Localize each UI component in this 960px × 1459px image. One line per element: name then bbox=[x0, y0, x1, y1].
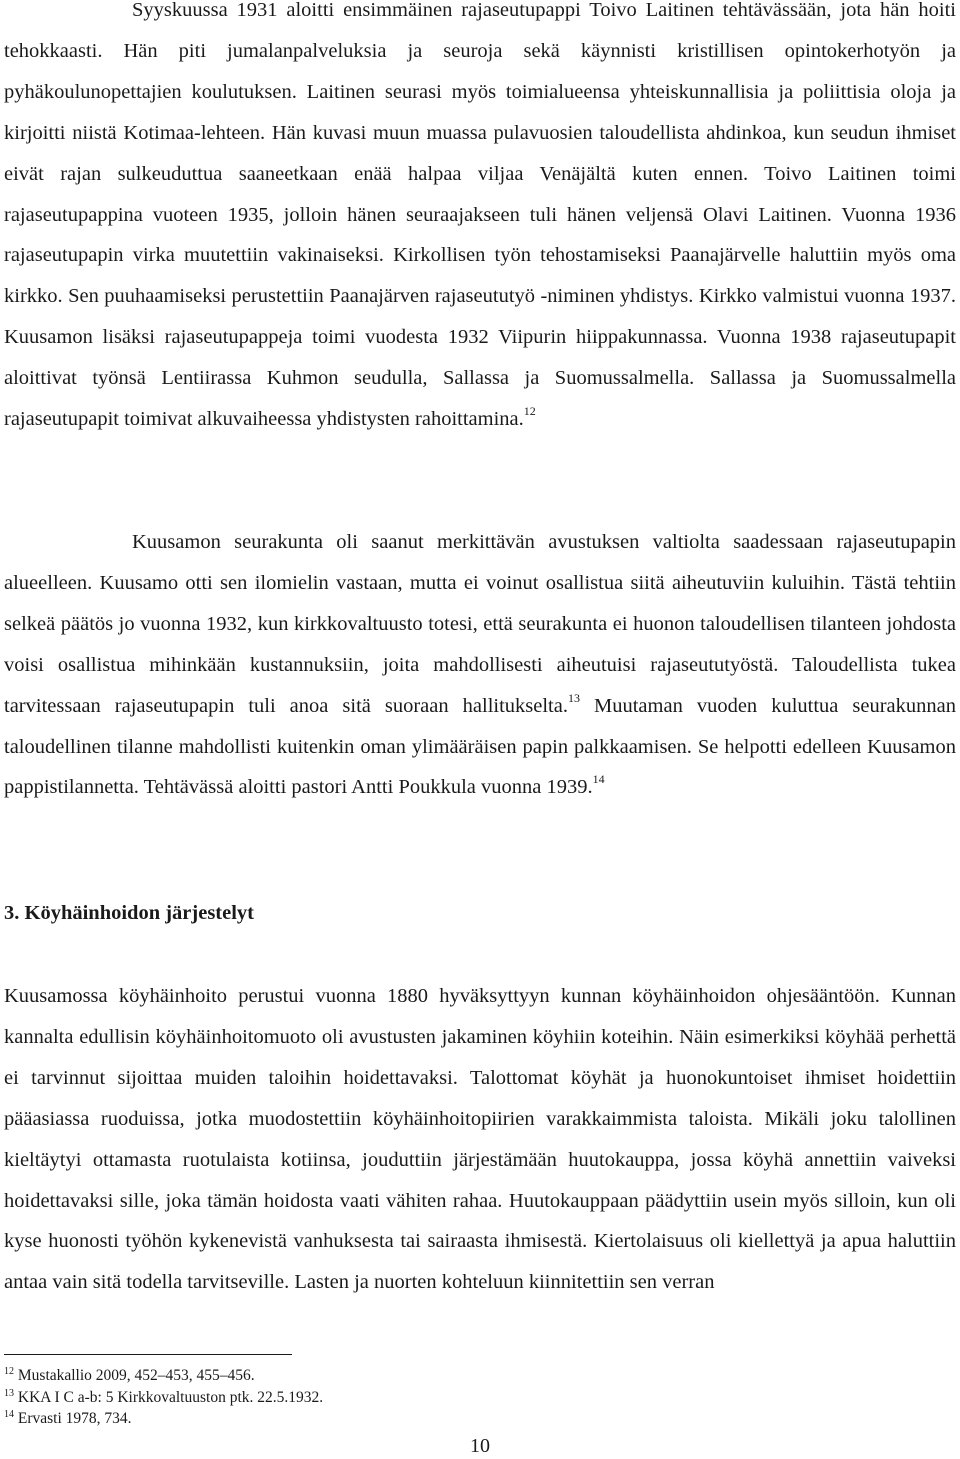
footnote-ref-14: 14 bbox=[592, 772, 605, 787]
footnote-item bbox=[4, 1365, 904, 1387]
footnote-number: 14 bbox=[4, 1409, 14, 1420]
footnote-separator bbox=[4, 1354, 292, 1355]
footnote-text: Ervasti 1978, 734. bbox=[17, 1410, 132, 1427]
footnote-ref-12: 12 bbox=[523, 404, 536, 419]
footnote-ref-13: 13 bbox=[567, 690, 580, 705]
paragraph-border-priests bbox=[4, 0, 956, 440]
page-number: 10 bbox=[470, 1435, 490, 1457]
paragraph-text: Kuusamossa köyhäinhoito perustui vuonna 1880 hyväksyttyyn kunnan köyhäinhoidon ohjesääntöön. Kunnan kannalta edullisin köyhäinhoitomuoto oli avustusten jakaminen köyhiin koteihin. Näin esimerkiksi köyhää perhettä ei tarvinnut sijoittaa muiden taloihin hoidettavaksi. Talottomat köyhät ja huonokuntoiset ihmiset hoidettiin pääasiassa ruoduissa, jotka muodostettiin köyhäinhoitopiirien varakkaimmista taloista. Mikäli joku talollinen kieltäytyi ottamasta ruotulaista kotiinsa, jouduttiin järjestämään huutokauppa, jossa köyhä annettiin vaiveksi hoidettavaksi sille, joka tämän hoidosta vaati vähiten rahaa. Huutokauppaan päädyttiin usein myös silloin, kun oli kyse huonosti työhön kykenevistä vanhuksesta tai sairaasta ihmisestä. Kiertolaisuus oli kiellettyä ja apua haluttiin antaa vain sitä todella tarvitseville. Lasten ja nuorten kohteluun kiinnitettiin sen verran bbox=[4, 985, 956, 1294]
section-heading: 3. Köyhäinhoidon järjestelyt bbox=[4, 902, 254, 924]
footnote-item bbox=[4, 1387, 904, 1409]
paragraph-text: Muutaman vuoden kuluttua seurakunnan taloudellinen tilanne mahdollisti kuitenkin oman ylimääräisen papin palkkaamisen. Se helpotti edelleen Kuusamon pappistilannetta. Tehtävässä aloitti pastori Antti Poukkula vuonna 1939. bbox=[4, 694, 956, 799]
paragraph-poor-relief bbox=[4, 976, 956, 1303]
paragraph-text: Syyskuussa 1931 aloitti ensimmäinen rajaseutupappi Toivo Laitinen tehtävässään, jota hän hoiti tehokkaasti. Hän piti jumalanpalveluksia ja seuroja sekä käynnisti kristillisen opintokerhotyön ja pyhäkoulunopettajien koulutuksen. Laitinen seurasi myös toimialueensa yhteiskunnallisia ja poliittisia oloja ja kirjoitti niistä Kotimaa-lehteen. Hän kuvasi muun muassa pulavuosien taloudellista ahdinkoa, kun seudun ihmiset eivät rajan sulkeuduttua saaneetkaan enää halpaa viljaa Venäjältä kuten ennen. Toivo Laitinen toimi rajaseutupappina vuoteen 1935, jolloin hänen seuraajakseen tuli hänen veljensä Olavi Laitinen. Vuonna 1936 rajaseutupapin virka muutettiin vakinaiseksi. Kirkollisen työn tehostamiseksi Paanajärvelle haluttiin myös oma kirkko. Sen puuhaamiseksi perustettiin Paanajärven rajaseututyö -niminen yhdistys. Kirkko valmistui vuonna 1937. Kuusamon lisäksi rajaseutupappeja toimi vuodesta 1932 Viipurin hiippakunnassa. Vuonna 1938 rajaseutupapit aloittivat työnsä Lentiirassa Kuhmon seudulla, Sallassa ja Suomussalmella. Sallassa ja Suomussalmella rajaseutupapit toimivat alkuvaiheessa yhdistysten rahoittamina. bbox=[4, 0, 956, 431]
paragraph-text: Kuusamon seurakunta oli saanut merkittävän avustuksen valtiolta saadessaan rajaseutupapin alueelleen. Kuusamo otti sen ilomielin vastaan, mutta ei voinut osallistua siitä aiheutuviin kuluihin. Tästä tehtiin selkeä päätös jo vuonna 1932, kun kirkkovaltuusto totesi, että seurakunta ei huonon taloudellisen tilanteen johdosta voisi osallistua mihinkään kustannuksiin, joita mahdollisesti aiheutuisi rajaseututyöstä. Taloudellista tukea tarvitessaan rajaseutupapin tuli anoa sitä suoraan hallitukselta. bbox=[4, 531, 956, 717]
paragraph-kuusamo-parish bbox=[4, 522, 956, 808]
footnote-number: 12 bbox=[4, 1366, 14, 1377]
footnote-item bbox=[4, 1408, 904, 1430]
footnotes bbox=[4, 1365, 904, 1430]
footnote-number: 13 bbox=[4, 1387, 14, 1399]
footnote-text: Mustakallio 2009, 452–453, 455–456. bbox=[17, 1367, 255, 1384]
footnote-text: KKA I C a-b: 5 Kirkkovaltuuston ptk. 22.5.1932. bbox=[17, 1388, 324, 1406]
